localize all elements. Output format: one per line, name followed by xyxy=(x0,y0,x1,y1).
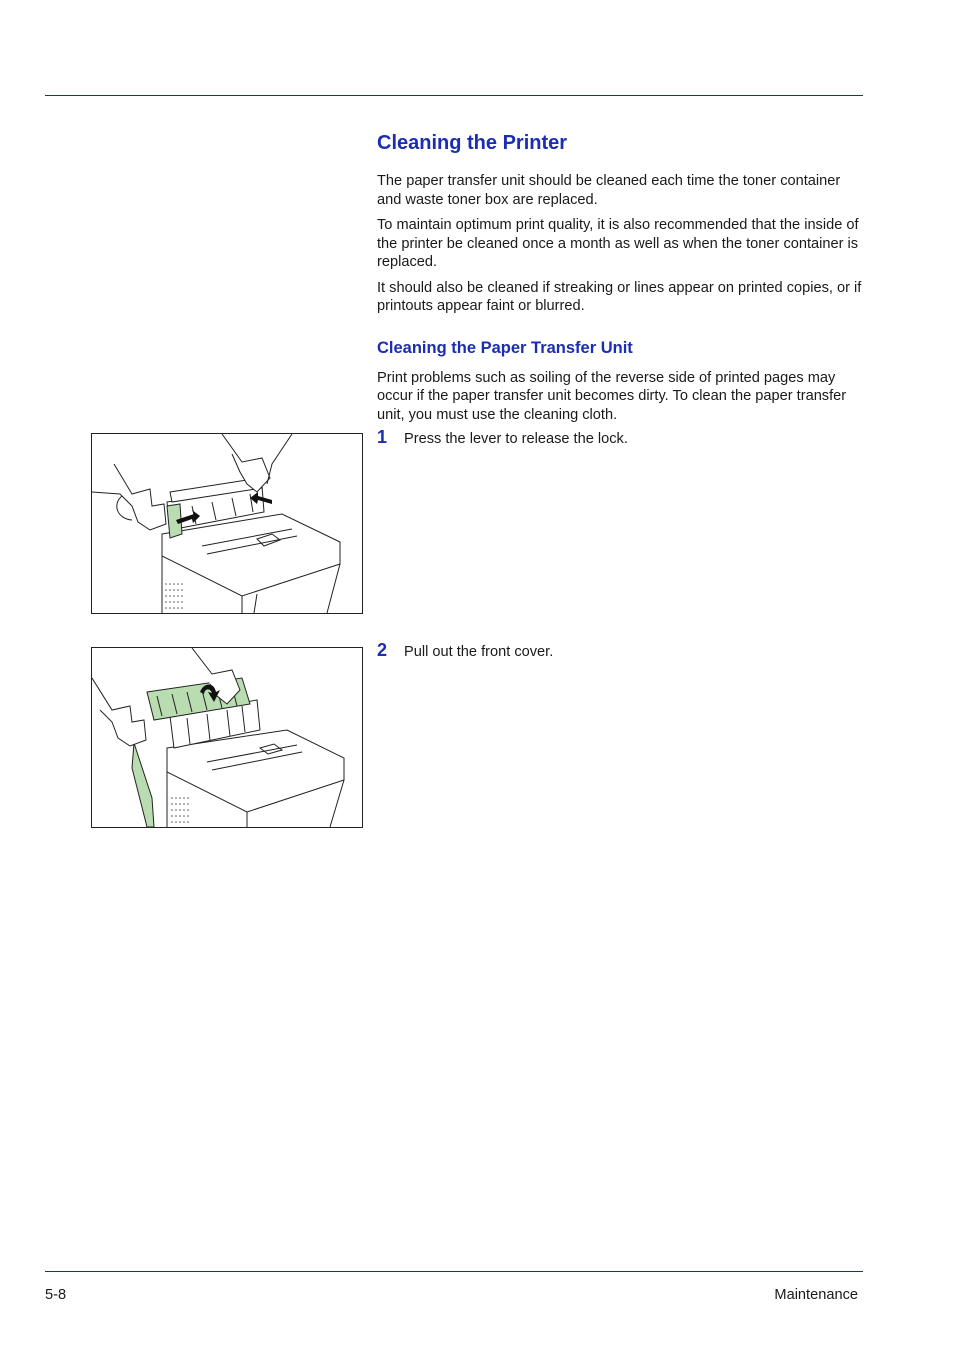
footer-rule xyxy=(45,1271,863,1272)
step-2-text: Pull out the front cover. xyxy=(404,644,554,660)
section-paragraph-3: It should also be cleaned if streaking or lines appear on printed copies, or if printouts appear faint or blurred. xyxy=(377,279,862,314)
page-number: 5-8 xyxy=(45,1287,67,1303)
step-2-illustration xyxy=(91,647,363,828)
chapter-name: Maintenance xyxy=(774,1287,858,1303)
main-content xyxy=(377,130,863,431)
header-rule xyxy=(45,95,863,96)
section-paragraph-1: The paper transfer unit should be cleaned each time the toner container and waste toner box are replaced. xyxy=(377,173,841,208)
step-1-number: 1 xyxy=(377,427,388,447)
step-2-number: 2 xyxy=(377,640,388,660)
printer-lever-illustration xyxy=(92,434,362,613)
subsection-paragraph: Print problems such as soiling of the reverse side of printed pages may occur if the paper transfer unit becomes dirty. To clean the paper transfer unit, you must use the cleaning cloth. xyxy=(377,369,847,423)
section-paragraph-2: To maintain optimum print quality, it is also recommended that the inside of the printer be cleaned once a month as well as when the toner container is replaced. xyxy=(377,217,859,270)
step-1-text: Press the lever to release the lock. xyxy=(404,431,628,447)
section-title: Cleaning the Printer xyxy=(377,132,568,154)
printer-cover-illustration xyxy=(92,648,362,827)
subsection-title: Cleaning the Paper Transfer Unit xyxy=(377,338,633,357)
step-1-illustration xyxy=(91,433,363,614)
